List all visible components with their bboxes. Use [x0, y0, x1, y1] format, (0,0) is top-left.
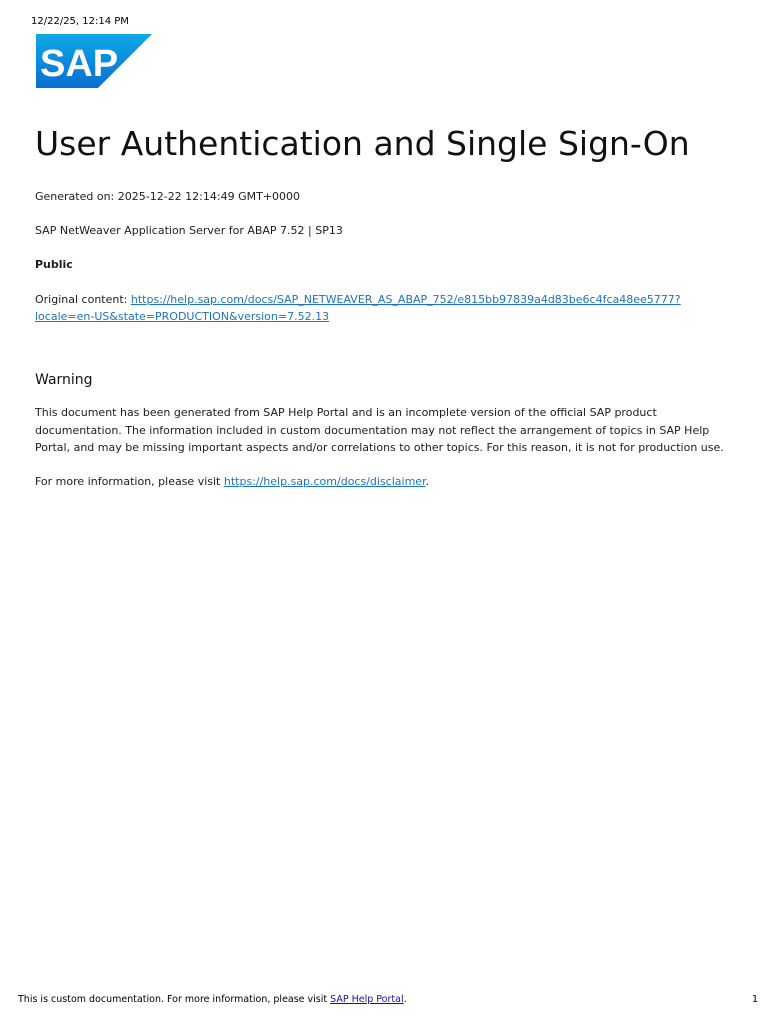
warning-body: This document has been generated from SAP Help Portal and is an incomplete version of the official SAP product documentation. The information included in custom documentation may not reflect the arrangement of topics in SAP Help Portal, and may be missing important aspects and/or correlations to other topics. For this reason, it is not for production use. [35, 406, 724, 455]
page-footer [18, 994, 407, 1005]
original-content-link-line2: locale=en-US&state=PRODUCTION&version=7.52.13 [35, 310, 330, 323]
original-content-link[interactable] [35, 293, 681, 323]
page-title: User Authentication and Single Sign-On [35, 124, 690, 163]
original-content-label: Original content: [35, 293, 131, 306]
sap-help-portal-link[interactable]: SAP Help Portal [330, 994, 404, 1005]
page-number: 1 [751, 994, 758, 1005]
sap-logo [36, 34, 152, 88]
visibility-label: Public [35, 258, 73, 271]
sap-logo-text: SAP [40, 43, 119, 85]
original-content [35, 291, 735, 325]
more-info-suffix: . [425, 475, 430, 488]
more-info-prefix: For more information, please visit [35, 475, 224, 488]
disclaimer-link[interactable]: https://help.sap.com/docs/disclaimer [223, 475, 426, 488]
more-info [35, 475, 429, 488]
product-version: SAP NetWeaver Application Server for ABAP 7.52 | SP13 [35, 224, 343, 237]
footer-prefix: This is custom documentation. For more information, please visit [18, 994, 331, 1005]
original-content-link-line1: https://help.sap.com/docs/SAP_NETWEAVER_AS_ABAP_752/e815bb97839a4d83be6c4fca48ee5777? [130, 293, 681, 306]
warning-heading: Warning [35, 372, 93, 388]
print-timestamp: 12/22/25, 12:14 PM [31, 16, 129, 27]
footer-suffix: . [403, 994, 407, 1005]
generated-on: Generated on: 2025-12-22 12:14:49 GMT+0000 [35, 190, 301, 203]
